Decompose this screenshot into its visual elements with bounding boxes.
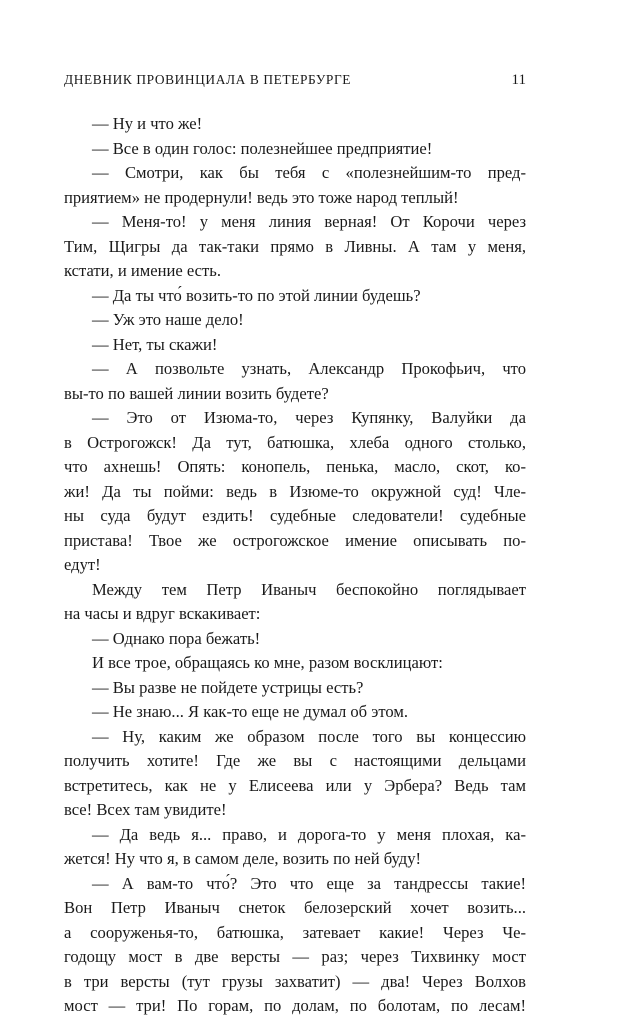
running-title: ДНЕВНИК ПРОВИНЦИАЛА В ПЕТЕРБУРГЕ	[64, 72, 352, 87]
text-line: — Не знаю... Я как-то еще не думал об этом.	[92, 702, 409, 721]
text-line: на часы и вдруг вскакивает:	[64, 604, 261, 623]
text-line: — Ну, каким же образом после того вы концессию	[92, 726, 526, 746]
text-line: жется! Ну что я, в самом деле, возить по ней буду!	[64, 849, 422, 868]
text-line: — Ну и что же!	[92, 114, 203, 133]
text-line: — Да ведь я... право, и дорога-то у меня плохая, ка-	[92, 824, 526, 844]
text-line: — Нет, ты скажи!	[92, 334, 218, 354]
body-text	[64, 112, 526, 1019]
text-line: годощу мост в две версты — раз; через Тихвинку мост	[64, 947, 526, 966]
text-line: приятием» не продернули! ведь это тоже народ теплый!	[64, 187, 459, 207]
text-line: получить хотите! Где же вы с настоящими дельцами	[64, 751, 526, 770]
text-line: — Смотри, как бы тебя с «полезнейшим-то пред-	[92, 163, 526, 182]
text-line: — Вы разве не пойдете устрицы есть?	[92, 677, 364, 697]
text-line: — А позвольте узнать, Александр Прокофьич, что	[92, 359, 526, 378]
page-number: 11	[511, 72, 526, 88]
text-line: — Да ты что́ возить-то по этой линии будешь?	[92, 285, 421, 305]
text-line: кстати, и имение есть.	[64, 261, 221, 280]
text-line: в Острогожск! Да тут, батюшка, хлеба одного столько,	[64, 432, 526, 452]
text-line: — Уж это наше дело!	[92, 310, 244, 329]
text-line: все! Всех там увидите!	[64, 800, 227, 819]
text-line: Тим, Щигры да так-таки прямо в Ливны. А там у меня,	[64, 236, 526, 256]
text-line: — Все в один голос: полезнейшее предприятие!	[92, 138, 433, 158]
text-line: что ахнешь! Опять: конопель, пенька, масло, скот, ко-	[64, 457, 526, 476]
text-line: мост — три! По горам, по долам, по болотам, по лесам!	[64, 996, 526, 1015]
text-line: — Это от Изюма-то, через Купянку, Валуйки да	[92, 408, 526, 427]
text-line: — Однако пора бежать!	[92, 628, 261, 648]
text-line: едут!	[64, 555, 101, 574]
text-line: в три версты (тут грузы захватит) — два! Через Волхов	[64, 971, 526, 991]
text-line: встретитесь, как не у Елисеева или у Эрбера? Ведь там	[64, 775, 526, 795]
text-line: ны суда будут ездить! судебные следователи! судебные	[64, 506, 526, 525]
text-line: вы-то по вашей линии возить будете?	[64, 383, 329, 403]
text-line: — А вам-то что́? Это что еще за тандрессы такие!	[92, 873, 526, 893]
text-line: И все трое, обращаясь ко мне, разом восклицают:	[92, 653, 443, 672]
running-head	[64, 72, 526, 94]
text-line: Вон Петр Иваныч снеток белозерский хочет возить...	[64, 898, 526, 917]
text-line: Между тем Петр Иваныч беспокойно поглядывает	[92, 579, 526, 599]
text-line: — Меня-то! у меня линия верная! От Корочи через	[92, 212, 526, 231]
text-line: пристава! Твое же острогожское имение описывать по-	[64, 530, 526, 550]
text-line: а сооруженья-то, батюшка, затевает какие! Через Че-	[64, 922, 526, 942]
text-line: жи! Да ты пойми: ведь в Изюме-то окружной суд! Чле-	[64, 481, 526, 501]
